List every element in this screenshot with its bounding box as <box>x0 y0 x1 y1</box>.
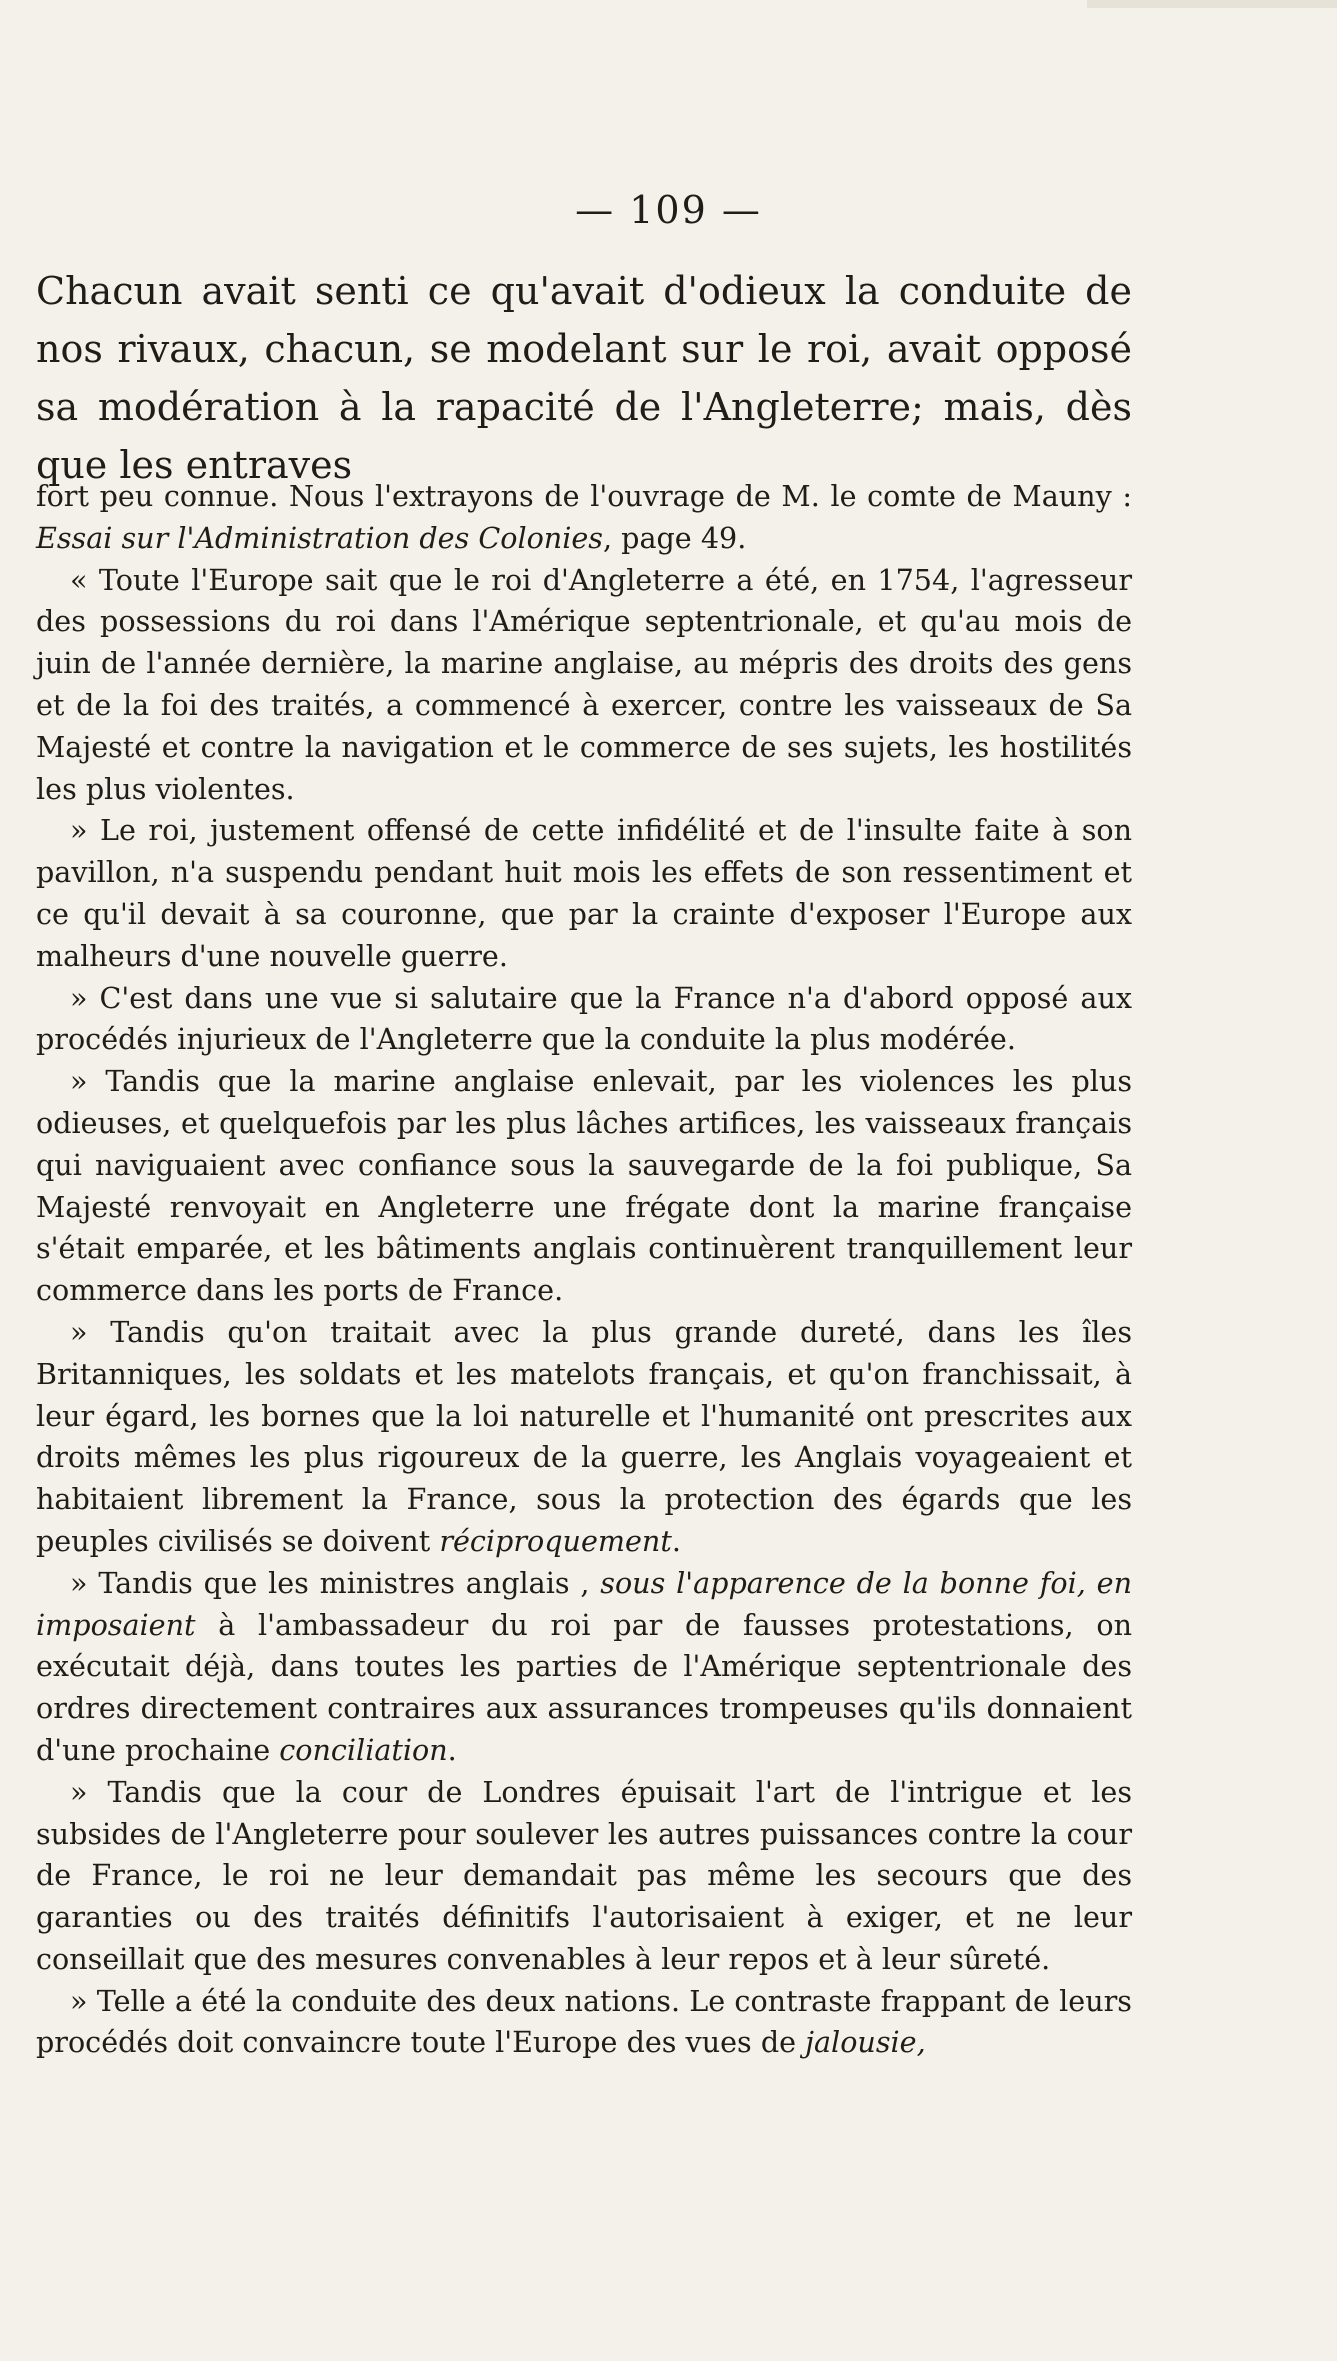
footnote-intro-text: fort peu connue. Nous l'extrayons de l'ouvrage de M. le comte de Mauny : <box>36 479 1132 513</box>
footnote <box>36 476 1132 2064</box>
source-page: , page 49. <box>602 520 747 555</box>
paragraph-5-text: » Tandis qu'on traitait avec la plus grande dureté, dans les îles Britanniques, les soldats et les matelots français, et qu'on franchissait, à leur égard, les bornes que la loi naturelle et l'humanité ont prescrites aux droits mêmes les plus rigoureux de la guerre, les Anglais voyageaient et habitaient librement la France, sous la protection des égards que les peuples civilisés se doivent <box>36 1314 1132 1558</box>
scan-edge-mark <box>1087 0 1337 8</box>
footnote-paragraph-4: » Tandis que la marine anglaise enlevait, par les violences les plus odieuses, et quelquefois par les plus lâches artifices, les vaisseaux français qui naviguaient avec confiance sous la sauvegarde de la foi publique, Sa Majesté renvoyait en Angleterre une frégate dont la marine française s'était emparée, et les bâtiments anglais continuèrent tranquillement leur commerce dans les ports de France. <box>36 1064 1132 1308</box>
source-title: Essai sur l'Administration des Colonies <box>36 520 603 555</box>
paragraph-5-end: . <box>671 1523 681 1558</box>
footnote-paragraph-5 <box>36 1312 1132 1563</box>
footnote-paragraph-2: » Le roi, justement offensé de cette infidélité et de l'insulte faite à son pavillon, n'a suspendu pendant huit mois les effets de son ressentiment et ce qu'il devait à sa couronne, que par la crainte d'exposer l'Europe aux malheurs d'une nouvelle guerre. <box>36 813 1132 973</box>
paragraph-8-text: » Telle a été la conduite des deux nations. Le contraste frappant de leurs procédés doit convaincre toute l'Europe des vues de <box>36 1983 1132 2060</box>
body-paragraph: Chacun avait senti ce qu'avait d'odieux la conduite de nos rivaux, chacun, se modelant sur le roi, avait opposé sa modération à la rapacité de l'Angleterre; mais, dès que les entraves <box>36 269 1132 487</box>
footnote-intro <box>36 476 1132 560</box>
footnote-paragraph-6 <box>36 1563 1132 1772</box>
footnote-paragraph-3: » C'est dans une vue si salutaire que la France n'a d'abord opposé aux procédés injurieux de l'Angleterre que la conduite la plus modérée. <box>36 980 1132 1057</box>
page-number: — 109 — <box>575 188 762 232</box>
paragraph-6-end: . <box>447 1732 457 1767</box>
paragraph-6-italic-2: conciliation <box>279 1732 448 1767</box>
footnote-paragraph-7: » Tandis que la cour de Londres épuisait l'art de l'intrigue et les subsides de l'Angleterre pour soulever les autres puissances contre la cour de France, le roi ne leur demandait pas même les secours que des garanties ou des traités définitifs l'autorisaient à exiger, et ne leur conseillait que des mesures convenables à leur repos et à leur sûreté. <box>36 1774 1132 1976</box>
paragraph-6-text-b: à l'ambassadeur du roi par de fausses protestations, on exécutait déjà, dans toutes les parties de l'Amérique septentrionale des ordres directement contraires aux assurances trompeuses qu'ils donnaient d'une prochaine <box>36 1607 1132 1767</box>
footnote-paragraph-1: « Toute l'Europe sait que le roi d'Angleterre a été, en 1754, l'agresseur des possessions du roi dans l'Amérique septentrionale, et qu'au mois de juin de l'année dernière, la marine anglaise, au mépris des droits des gens et de la foi des traités, a commencé à exercer, contre les vaisseaux de Sa Majesté et contre la navigation et le commerce de ses sujets, les hostilités les plus violentes. <box>36 562 1132 806</box>
paragraph-6-text-a: » Tandis que les ministres anglais , <box>70 1565 601 1600</box>
paragraph-6-italic-1: sous l'apparence de la bonne foi, en imposaient <box>36 1565 1132 1642</box>
footnote-paragraph-8 <box>36 1981 1132 2065</box>
paragraph-5-italic: réciproquement <box>439 1523 672 1558</box>
paragraph-8-italic: jalousie, <box>805 2025 926 2060</box>
